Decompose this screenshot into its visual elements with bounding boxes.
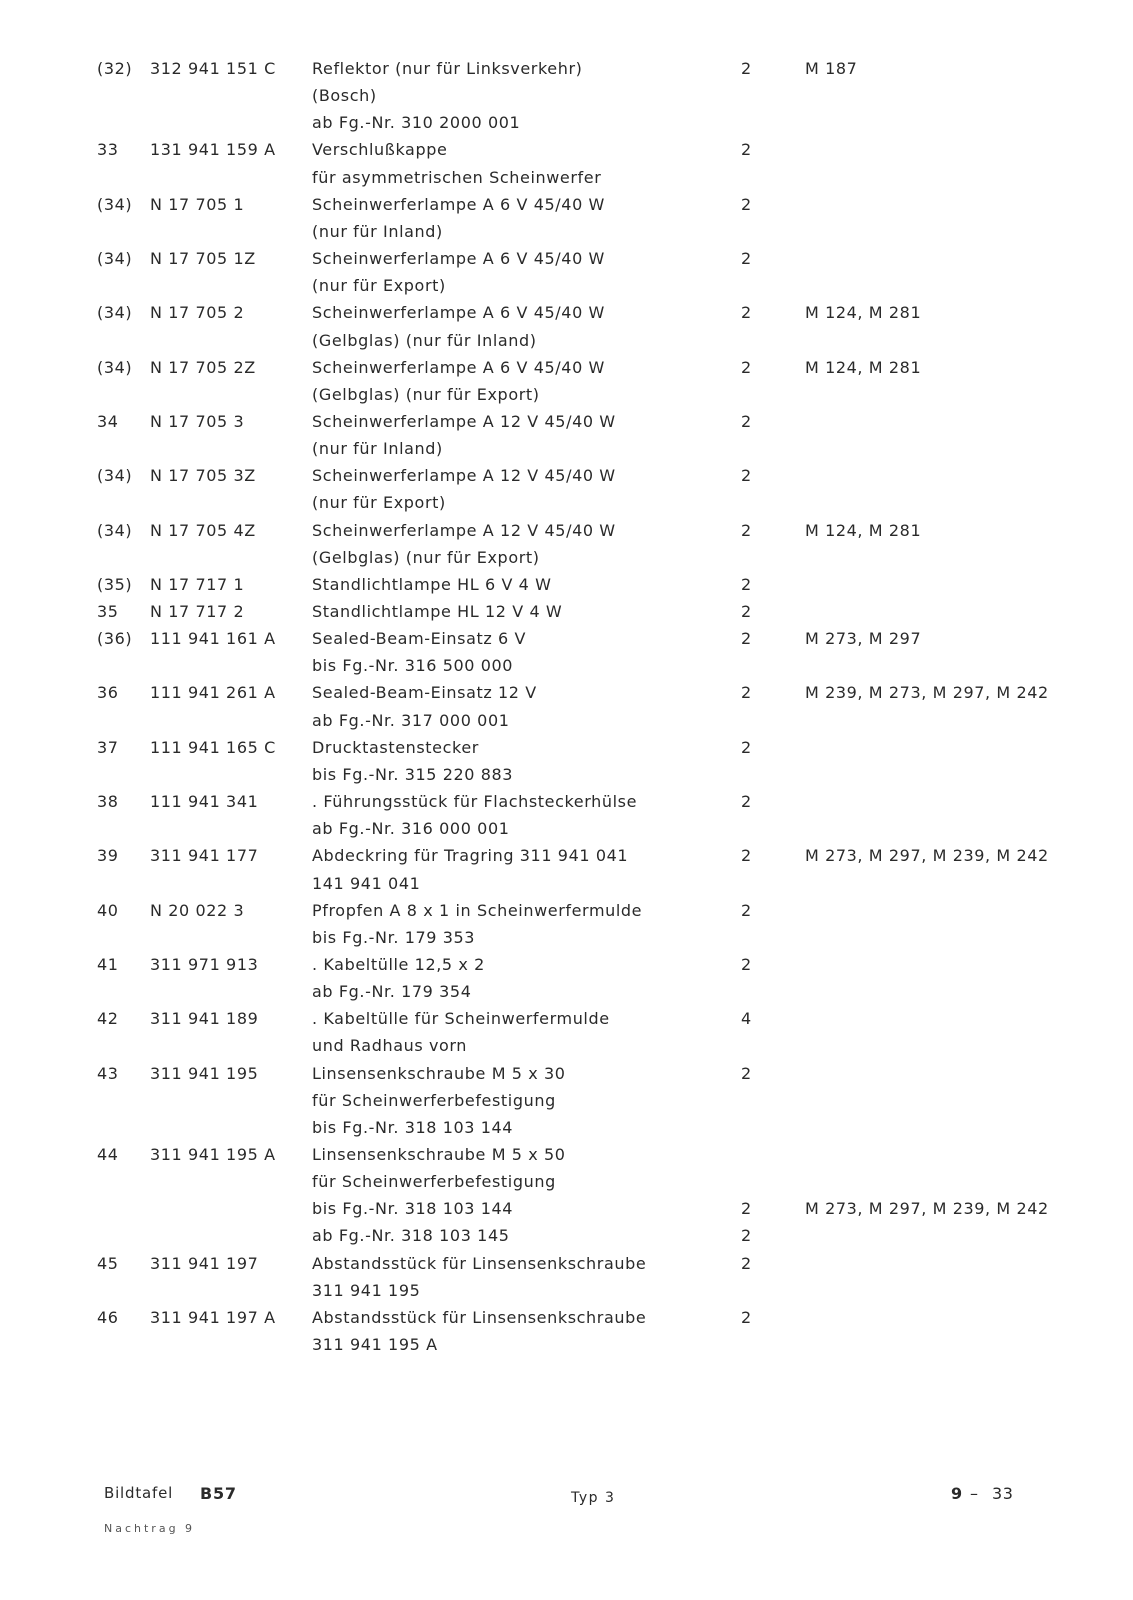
part-description: Scheinwerferlampe A 6 V 45/40 W xyxy=(312,303,605,322)
row-number: (36) xyxy=(97,629,133,648)
part-description: bis Fg.-Nr. 179 353 xyxy=(312,928,476,947)
part-number: N 20 022 3 xyxy=(150,901,245,920)
bildtafel-code: B57 xyxy=(200,1484,237,1503)
table-row xyxy=(0,1005,1133,1033)
part-description: bis Fg.-Nr. 316 500 000 xyxy=(312,656,514,675)
quantity: 2 xyxy=(741,140,752,159)
quantity: 2 xyxy=(741,195,752,214)
part-number: 111 941 161 A xyxy=(150,629,276,648)
row-number: 43 xyxy=(97,1064,119,1083)
table-row xyxy=(0,598,1133,626)
table-row xyxy=(0,924,1133,952)
part-description: bis Fg.-Nr. 318 103 144 xyxy=(312,1199,514,1218)
quantity: 2 xyxy=(741,602,752,621)
table-row xyxy=(0,272,1133,300)
part-number: 311 941 195 A xyxy=(150,1145,276,1164)
part-description: Linsensenkschraube M 5 x 50 xyxy=(312,1145,566,1164)
quantity: 2 xyxy=(741,249,752,268)
part-description: Scheinwerferlampe A 12 V 45/40 W xyxy=(312,521,616,540)
part-description: bis Fg.-Nr. 318 103 144 xyxy=(312,1118,514,1137)
part-number: N 17 717 1 xyxy=(150,575,245,594)
table-row xyxy=(0,1277,1133,1305)
part-description: (nur für Export) xyxy=(312,276,446,295)
table-row xyxy=(0,978,1133,1006)
row-number: 46 xyxy=(97,1308,119,1327)
row-number: 44 xyxy=(97,1145,119,1164)
table-row xyxy=(0,1331,1133,1359)
table-row xyxy=(0,625,1133,653)
table-row xyxy=(0,435,1133,463)
quantity: 2 xyxy=(741,466,752,485)
part-description: 311 941 195 xyxy=(312,1281,421,1300)
row-number: 39 xyxy=(97,846,119,865)
quantity: 2 xyxy=(741,1254,752,1273)
part-description: bis Fg.-Nr. 315 220 883 xyxy=(312,765,514,784)
table-row xyxy=(0,1114,1133,1142)
part-description: (Gelbglas) (nur für Export) xyxy=(312,385,540,404)
table-row xyxy=(0,652,1133,680)
part-description: für Scheinwerferbefestigung xyxy=(312,1091,556,1110)
model-remark: M 124, M 281 xyxy=(805,303,922,322)
part-description: Abstandsstück für Linsensenkschraube xyxy=(312,1308,647,1327)
table-row xyxy=(0,354,1133,382)
quantity: 2 xyxy=(741,412,752,431)
table-row xyxy=(0,191,1133,219)
part-description: Pfropfen A 8 x 1 in Scheinwerfermulde xyxy=(312,901,643,920)
table-row xyxy=(0,517,1133,545)
part-description: für asymmetrischen Scheinwerfer xyxy=(312,168,602,187)
part-description: Scheinwerferlampe A 6 V 45/40 W xyxy=(312,195,605,214)
table-row xyxy=(0,679,1133,707)
table-row xyxy=(0,408,1133,436)
row-number: (32) xyxy=(97,59,133,78)
part-number: N 17 705 4Z xyxy=(150,521,256,540)
part-number: 311 941 177 xyxy=(150,846,259,865)
bildtafel-label: Bildtafel xyxy=(104,1484,174,1502)
table-row xyxy=(0,164,1133,192)
row-number: 40 xyxy=(97,901,119,920)
part-description: Scheinwerferlampe A 6 V 45/40 W xyxy=(312,358,605,377)
quantity: 2 xyxy=(741,955,752,974)
table-row xyxy=(0,761,1133,789)
part-number: N 17 705 2Z xyxy=(150,358,256,377)
part-number: N 17 705 1Z xyxy=(150,249,256,268)
model-remark: M 187 xyxy=(805,59,858,78)
table-row xyxy=(0,381,1133,409)
part-number: N 17 705 3 xyxy=(150,412,245,431)
quantity: 2 xyxy=(741,1226,752,1245)
model-remark: M 273, M 297, M 239, M 242 xyxy=(805,1199,1049,1218)
part-description: Verschlußkappe xyxy=(312,140,448,159)
part-number: 311 941 195 xyxy=(150,1064,259,1083)
model-remark: M 124, M 281 xyxy=(805,521,922,540)
quantity: 2 xyxy=(741,846,752,865)
page-section: 9 xyxy=(951,1484,963,1503)
quantity: 2 xyxy=(741,59,752,78)
part-description: ab Fg.-Nr. 179 354 xyxy=(312,982,472,1001)
part-description: . Kabeltülle 12,5 x 2 xyxy=(312,955,485,974)
part-description: ab Fg.-Nr. 318 103 145 xyxy=(312,1226,510,1245)
part-description: Standlichtlampe HL 12 V 4 W xyxy=(312,602,563,621)
row-number: (34) xyxy=(97,303,133,322)
part-description: Drucktastenstecker xyxy=(312,738,479,757)
part-description: ab Fg.-Nr. 317 000 001 xyxy=(312,711,510,730)
supplement-label: Nachtrag 9 xyxy=(104,1522,196,1535)
quantity: 2 xyxy=(741,629,752,648)
part-description: Sealed-Beam-Einsatz 6 V xyxy=(312,629,527,648)
quantity: 2 xyxy=(741,683,752,702)
page-number: 33 xyxy=(992,1484,1014,1503)
part-description: Reflektor (nur für Linksverkehr) xyxy=(312,59,583,78)
row-number: (34) xyxy=(97,358,133,377)
table-row xyxy=(0,245,1133,273)
table-row xyxy=(0,136,1133,164)
part-description: (nur für Export) xyxy=(312,493,446,512)
page-separator: – xyxy=(970,1484,978,1503)
table-row xyxy=(0,1304,1133,1332)
part-description: (nur für Inland) xyxy=(312,222,443,241)
part-number: 131 941 159 A xyxy=(150,140,276,159)
table-row xyxy=(0,327,1133,355)
part-description: . Kabeltülle für Scheinwerfermulde xyxy=(312,1009,610,1028)
table-row xyxy=(0,218,1133,246)
table-row xyxy=(0,462,1133,490)
part-number: N 17 717 2 xyxy=(150,602,245,621)
row-number: 41 xyxy=(97,955,119,974)
table-row xyxy=(0,1141,1133,1169)
table-row xyxy=(0,55,1133,83)
table-row xyxy=(0,870,1133,898)
part-number: 311 941 197 A xyxy=(150,1308,276,1327)
part-description: (Bosch) xyxy=(312,86,377,105)
table-row xyxy=(0,1250,1133,1278)
table-row xyxy=(0,544,1133,572)
table-row xyxy=(0,1168,1133,1196)
part-description: Abstandsstück für Linsensenkschraube xyxy=(312,1254,647,1273)
quantity: 2 xyxy=(741,901,752,920)
part-description: Standlichtlampe HL 6 V 4 W xyxy=(312,575,552,594)
table-row xyxy=(0,571,1133,599)
model-remark: M 273, M 297, M 239, M 242 xyxy=(805,846,1049,865)
part-number: 311 941 197 xyxy=(150,1254,259,1273)
table-row xyxy=(0,1195,1133,1223)
part-number: 311 941 189 xyxy=(150,1009,259,1028)
quantity: 2 xyxy=(741,303,752,322)
row-number: (34) xyxy=(97,521,133,540)
part-description: 141 941 041 xyxy=(312,874,421,893)
model-remark: M 239, M 273, M 297, M 242 xyxy=(805,683,1049,702)
row-number: 35 xyxy=(97,602,119,621)
model-remark: M 124, M 281 xyxy=(805,358,922,377)
row-number: (34) xyxy=(97,195,133,214)
part-description: Sealed-Beam-Einsatz 12 V xyxy=(312,683,537,702)
table-row xyxy=(0,842,1133,870)
table-row xyxy=(0,82,1133,110)
part-description: Scheinwerferlampe A 6 V 45/40 W xyxy=(312,249,605,268)
part-number: 111 941 261 A xyxy=(150,683,276,702)
part-description: Scheinwerferlampe A 12 V 45/40 W xyxy=(312,412,616,431)
part-number: 311 971 913 xyxy=(150,955,259,974)
part-description: ab Fg.-Nr. 316 000 001 xyxy=(312,819,510,838)
table-row xyxy=(0,951,1133,979)
part-number: N 17 705 1 xyxy=(150,195,245,214)
part-description: und Radhaus vorn xyxy=(312,1036,468,1055)
part-description: (Gelbglas) (nur für Inland) xyxy=(312,331,537,350)
table-row xyxy=(0,1060,1133,1088)
table-row xyxy=(0,1222,1133,1250)
table-row xyxy=(0,1087,1133,1115)
part-description: ab Fg.-Nr. 310 2000 001 xyxy=(312,113,521,132)
quantity: 2 xyxy=(741,1199,752,1218)
quantity: 2 xyxy=(741,1064,752,1083)
row-number: 36 xyxy=(97,683,119,702)
quantity: 2 xyxy=(741,575,752,594)
table-row xyxy=(0,1032,1133,1060)
part-number: N 17 705 3Z xyxy=(150,466,256,485)
type-label: Typ 3 xyxy=(571,1490,616,1506)
table-row xyxy=(0,707,1133,735)
part-number: N 17 705 2 xyxy=(150,303,245,322)
quantity: 2 xyxy=(741,521,752,540)
row-number: 38 xyxy=(97,792,119,811)
row-number: (34) xyxy=(97,249,133,268)
row-number: 34 xyxy=(97,412,119,431)
table-row xyxy=(0,734,1133,762)
table-row xyxy=(0,788,1133,816)
part-description: 311 941 195 A xyxy=(312,1335,438,1354)
quantity: 4 xyxy=(741,1009,752,1028)
row-number: (35) xyxy=(97,575,133,594)
table-row xyxy=(0,299,1133,327)
part-number: 111 941 341 xyxy=(150,792,259,811)
row-number: 42 xyxy=(97,1009,119,1028)
part-description: Linsensenkschraube M 5 x 30 xyxy=(312,1064,566,1083)
part-description: (Gelbglas) (nur für Export) xyxy=(312,548,540,567)
part-description: für Scheinwerferbefestigung xyxy=(312,1172,556,1191)
part-number: 111 941 165 C xyxy=(150,738,276,757)
table-row xyxy=(0,897,1133,925)
part-description: (nur für Inland) xyxy=(312,439,443,458)
model-remark: M 273, M 297 xyxy=(805,629,922,648)
row-number: (34) xyxy=(97,466,133,485)
row-number: 45 xyxy=(97,1254,119,1273)
quantity: 2 xyxy=(741,358,752,377)
quantity: 2 xyxy=(741,738,752,757)
quantity: 2 xyxy=(741,792,752,811)
part-number: 312 941 151 C xyxy=(150,59,276,78)
part-description: Scheinwerferlampe A 12 V 45/40 W xyxy=(312,466,616,485)
row-number: 33 xyxy=(97,140,119,159)
part-description: Abdeckring für Tragring 311 941 041 xyxy=(312,846,629,865)
table-row xyxy=(0,109,1133,137)
part-description: . Führungsstück für Flachsteckerhülse xyxy=(312,792,638,811)
quantity: 2 xyxy=(741,1308,752,1327)
row-number: 37 xyxy=(97,738,119,757)
table-row xyxy=(0,815,1133,843)
table-row xyxy=(0,489,1133,517)
